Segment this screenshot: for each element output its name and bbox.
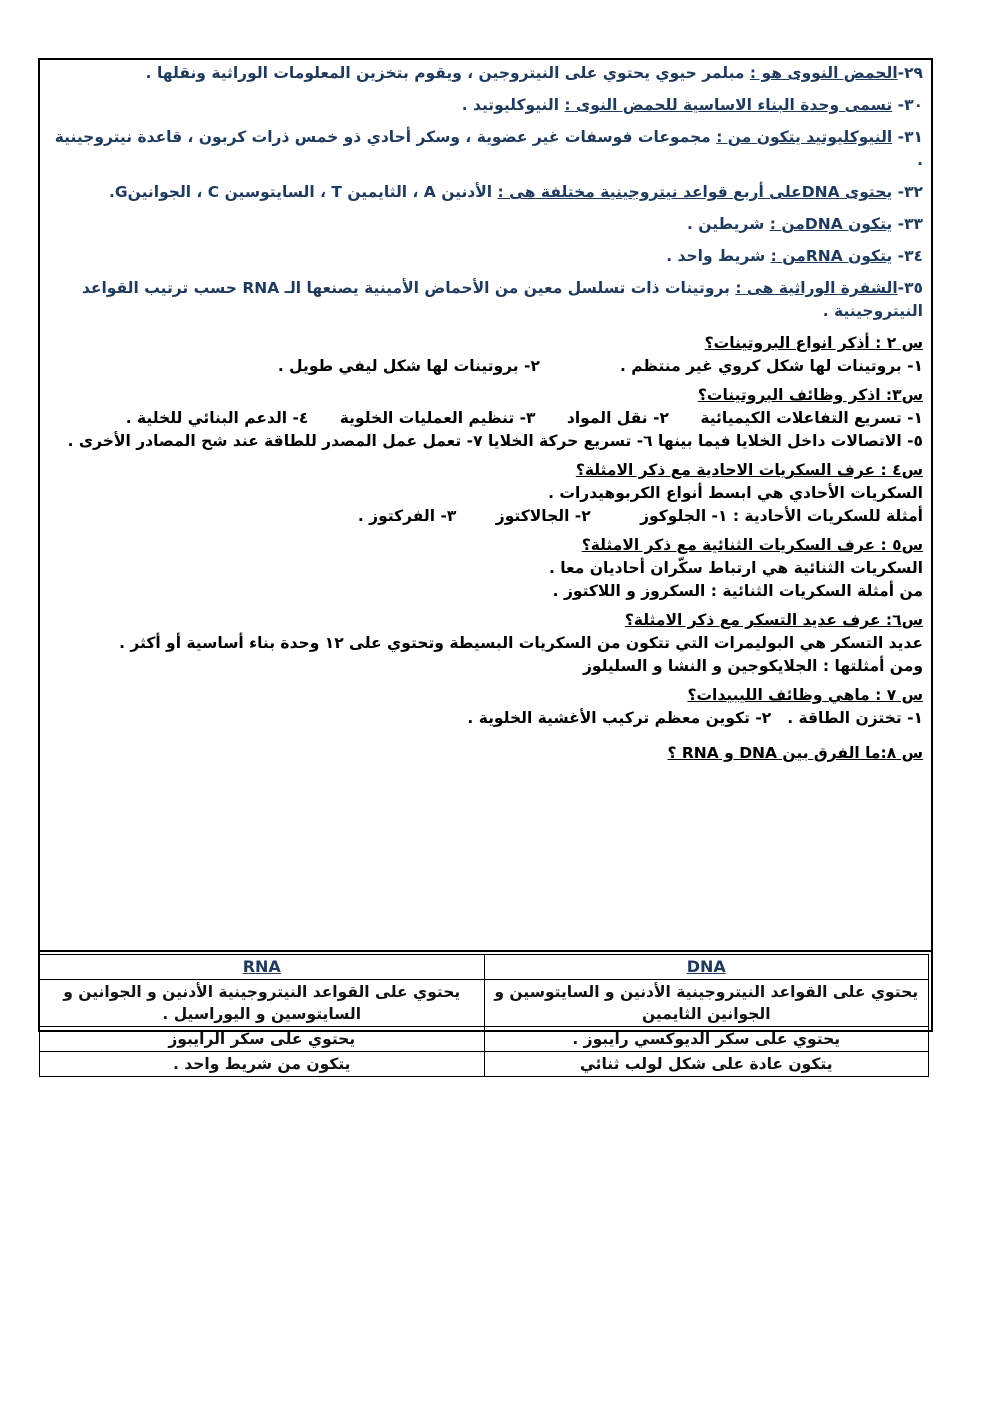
question-title: س٦: عرف عديد التسكر مع ذكر الامثلة؟	[624, 611, 923, 629]
cell-dna: يحتوي على سكر الديوكسي رايبوز .	[484, 1027, 929, 1052]
item-30	[50, 94, 923, 117]
cell-rna: يحتوي على سكر الرايبوز	[40, 1027, 485, 1052]
cell-rna: يتكون من شريط واحد .	[40, 1052, 485, 1077]
item-term: يتكون DNAمن :	[769, 215, 893, 233]
question-title: س٣: اذكر وظائف البروتينات؟	[697, 386, 923, 404]
function-3: ٣- تنظيم العمليات الخلوية	[339, 409, 536, 427]
item-number: ٣٢-	[892, 183, 923, 201]
item-term: النيوكليوتيد يتكون من :	[716, 128, 893, 146]
item-definition: بروتينات ذات تسلسل معين من الأحماض الأمينية يصنعها الـ RNA حسب ترتيب القواعد النيتروجينية .	[81, 279, 923, 320]
header-dna: DNA	[484, 955, 929, 980]
item-35	[50, 277, 923, 323]
item-definition: مجموعات فوسفات غير عضوية ، وسكر أحادي ذو خمس ذرات كربون ، قاعدة نيتروجينية .	[54, 128, 923, 169]
example-3: ٣- الفركتوز .	[357, 507, 457, 525]
question-2	[50, 332, 923, 378]
definition: السكريات الأحادي هي ابسط أنواع الكربوهيدرات .	[548, 484, 923, 502]
item-number: ٢٩-	[897, 64, 923, 82]
item-term: يتكون RNAمن :	[770, 247, 893, 265]
function-1: ١- تسريع التفاعلات الكيميائية	[700, 409, 923, 427]
table-row	[40, 1052, 929, 1077]
item-32	[50, 181, 923, 204]
question-7	[50, 684, 923, 730]
cell-dna: يتكون عادة على شكل لولب ثنائي	[484, 1052, 929, 1077]
question-title: س ٢ : أذكر انواع البروتينات؟	[704, 334, 923, 352]
item-number: ٣٣-	[892, 215, 923, 233]
question-5	[50, 534, 923, 603]
function-2: ٢- نقل المواد	[566, 409, 669, 427]
item-33	[50, 213, 923, 236]
item-number: ٣٥-	[897, 279, 923, 297]
definition: السكريات الثنائية هي ارتباط سكّران أحاديان معا .	[548, 559, 923, 577]
item-definition: النيوكليوتيد .	[461, 96, 565, 114]
answer-1: ١- تختزن الطاقة .	[787, 709, 923, 727]
header-rna: RNA	[40, 955, 485, 980]
item-number: ٣٤-	[892, 247, 923, 265]
answer-2: ٢- بروتينات لها شكل ليفي طويل .	[277, 357, 540, 375]
table-row	[40, 980, 929, 1027]
question-title: س ٨:ما الفرق بين DNA و RNA ؟	[667, 744, 923, 762]
dna-rna-table	[39, 954, 929, 1077]
item-definition: الأدنين A ، الثايمين T ، السايتوسين C ، الجوانينG.	[109, 183, 498, 201]
examples: من أمثلة السكريات الثنائية : السكروز و اللاكتوز .	[552, 582, 923, 600]
item-definition: شريطين .	[686, 215, 770, 233]
cell-rna: يحتوي على القواعد النيتروجينية الأدنين و الجوانين و السايتوسين و اليوراسيل .	[40, 980, 485, 1027]
item-term: يحتوى DNAعلى أربع قواعد نيتروجينية مختلفة هى :	[497, 183, 893, 201]
worksheet-content	[50, 62, 923, 765]
question-4	[50, 459, 923, 528]
functions-5-7: ٥- الاتصالات داخل الخلايا فيما بينها ٦- تسريع حركة الخلايا ٧- تعمل عمل المصدر للطاقة عند شح المصادر الأخرى .	[67, 432, 923, 450]
answer-1: ١- بروتينات لها شكل كروي غير منتظم .	[619, 357, 923, 375]
item-term: الحمض النووى هو :	[749, 64, 898, 82]
question-8	[50, 742, 923, 765]
item-29	[50, 62, 923, 85]
question-6	[50, 609, 923, 678]
question-3	[50, 384, 923, 453]
item-term: تسمى وحدة البناء الاساسية للحمض النوى :	[564, 96, 893, 114]
table-row	[40, 1027, 929, 1052]
example-2: ٢- الجالاكتوز	[495, 507, 591, 525]
item-number: ٣٠-	[892, 96, 923, 114]
item-definition: مبلمر حيوي يحتوي على النيتروجين ، ويقوم بتخزين المعلومات الوراثية ونقلها .	[145, 64, 750, 82]
question-title: س٤ : عرف السكريات الاحادية مع ذكر الامثلة؟	[575, 461, 923, 479]
question-title: س٥ : عرف السكريات الثنائية مع ذكر الامثلة؟	[581, 536, 923, 554]
item-term: الشفرة الوراثية هى :	[735, 279, 898, 297]
item-definition: شريط واحد .	[666, 247, 771, 265]
answer-2: ٢- تكوين معظم تركيب الأغشية الخلوية .	[467, 709, 772, 727]
cell-dna: يحتوي على القواعد النيتروجينية الأدنين و السايتوسين و الجوانين الثايمين	[484, 980, 929, 1027]
comparison-section	[40, 950, 931, 1077]
definition: عديد التسكر هي البوليمرات التي تتكون من السكريات البسيطة وتحتوي على ١٢ وحدة بناء أساسية أو أكثر .	[119, 634, 923, 652]
item-number: ٣١-	[892, 128, 923, 146]
table-header-row	[40, 955, 929, 980]
question-title: س ٧ : ماهي وظائف الليبيدات؟	[687, 686, 923, 704]
function-4: ٤- الدعم البنائي للخلية .	[125, 409, 309, 427]
item-34	[50, 245, 923, 268]
item-31	[50, 126, 923, 172]
examples: ومن أمثلتها : الجلايكوجين و النشا و السليلوز	[582, 657, 923, 675]
example-1: أمثلة للسكريات الأحادية : ١- الجلوكوز	[640, 507, 923, 525]
page-frame	[38, 58, 933, 1073]
